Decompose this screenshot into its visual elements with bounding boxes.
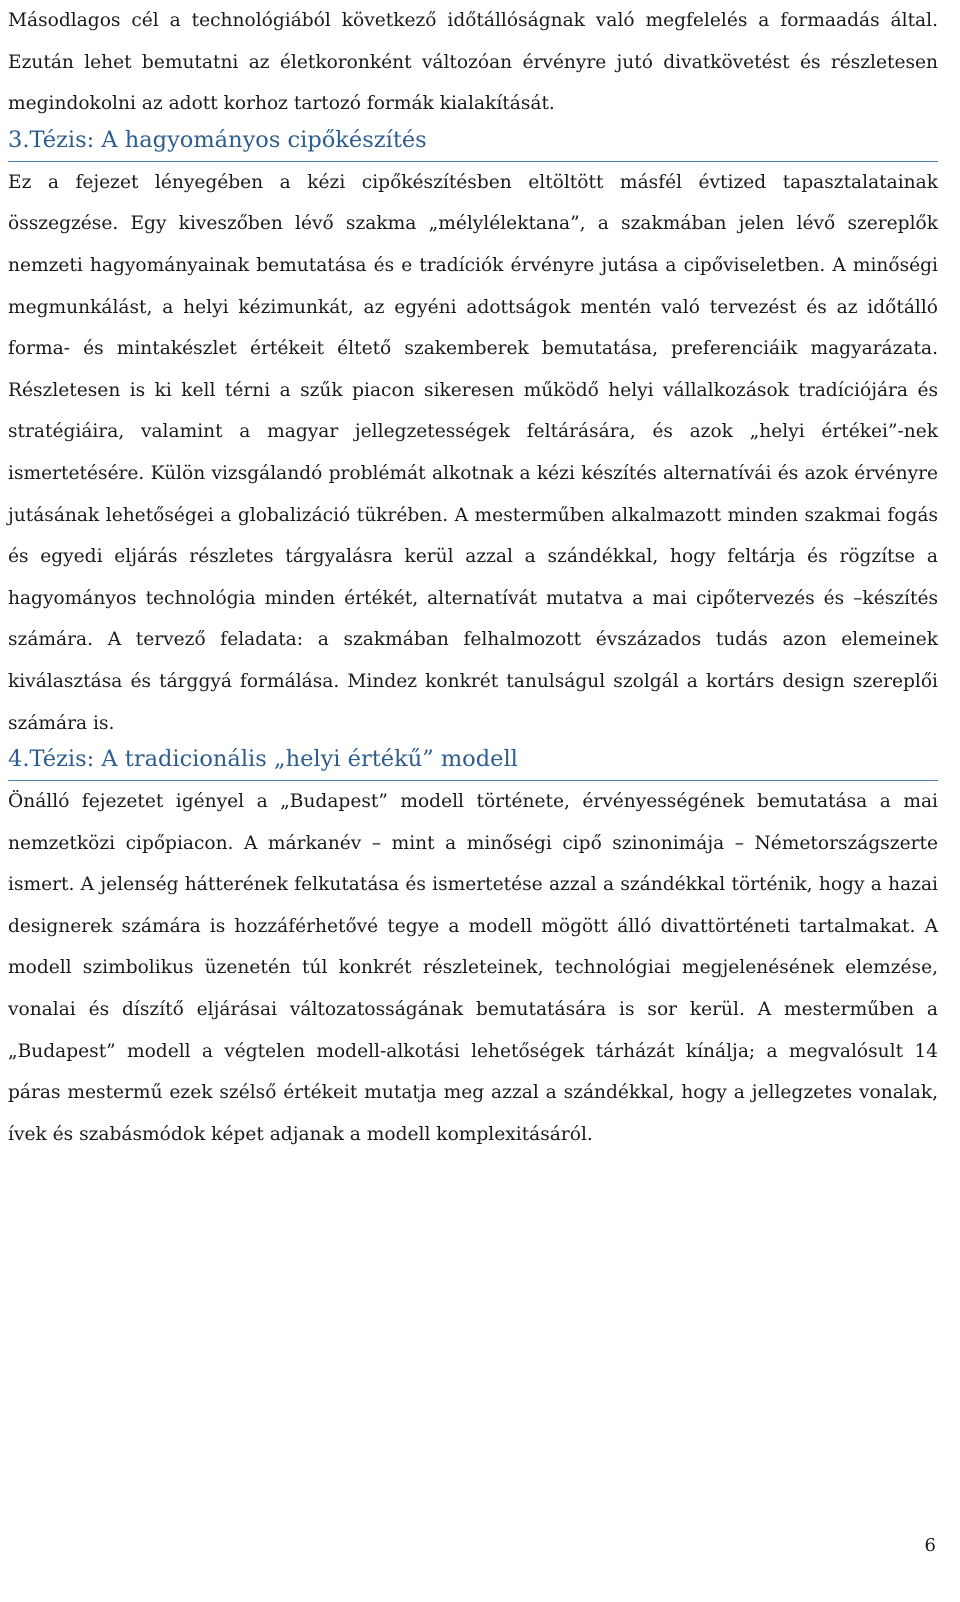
section-paragraph-thesis-4: Önálló fejezetet igényel a „Budapest” modell története, érvényességének bemutatása a mai nemzetközi cipőpiacon. A márkanév – mint a minőségi cipő szinonimája – Németországszerte ismert. A jelenség hátterének felkutatása és ismertetése azzal a szándékkal történik, hogy a hazai designerek számára is hozzáférhetővé tegye a modell mögött álló divattörténeti tartalmakat. A modell szimbolikus üzenetén túl konkrét részleteinek, technológiai megjelenésének elemzése, vonalai és díszítő eljárásai változatosságának bemutatására is sor kerül. A mesterműben a „Budapest” modell a végtelen modell-alkotási lehetőségek tárházát kínálja; a megvalósult 14 páras mestermű ezek szélső értékeit mutatja meg azzal a szándékkal, hogy a jellegzetes vonalak, ívek és szabásmódok képet adjanak a modell komplexitásáról. (8, 791, 938, 1145)
section-heading-thesis-4: 4.Tézis: A tradicionális „helyi értékű” modell (8, 744, 938, 781)
document-page (8, 0, 938, 1155)
section-paragraph-thesis-3: Ez a fejezet lényegében a kézi cipőkészítésben eltöltött másfél évtized tapasztalatainak összegzése. Egy kiveszőben lévő szakma „mélylélektana”, a szakmában jelen lévő szereplők nemzeti hagyományainak bemutatása és e tradíciók érvényre jutása a cipőviseletben. A minőségi megmunkálást, a helyi kézimunkát, az egyéni adottságok mentén való tervezést és az időtálló forma- és mintakészlet értékeit éltető szakemberek bemutatása, preferenciáik magyarázata. Részletesen is ki kell térni a szűk piacon sikeresen működő helyi vállalkozások tradíciójára és stratégiáira, valamint a magyar jellegzetességek feltárására, és azok „helyi értékei”-nek ismertetésére. Külön vizsgálandó problémát alkotnak a kézi készítés alternatívái és azok érvényre jutásának lehetőségei a globalizáció tükrében. A mesterműben alkalmazott minden szakmai fogás és egyedi eljárás részletes tárgyalásra kerül azzal a szándékkal, hogy feltárja és rögzítse a hagyományos technológia minden értékét, alternatívát mutatva a mai cipőtervezés és –készítés számára. A tervező feladata: a szakmában felhalmozott évszázados tudás azon elemeinek kiválasztása és tárggyá formálása. Mindez konkrét tanulságul szolgál a kortárs design szereplői számára is. (8, 171, 938, 734)
section-heading-thesis-3: 3.Tézis: A hagyományos cipőkészítés (8, 125, 938, 162)
intro-paragraph: Másodlagos cél a technológiából következő időtállóságnak való megfelelés a formaadás által. Ezután lehet bemutatni az életkoronként változóan érvényre jutó divatkövetést és részletesen megindokolni az adott korhoz tartozó formák kialakítását. (8, 10, 938, 115)
page-number: 6 (924, 1535, 936, 1556)
